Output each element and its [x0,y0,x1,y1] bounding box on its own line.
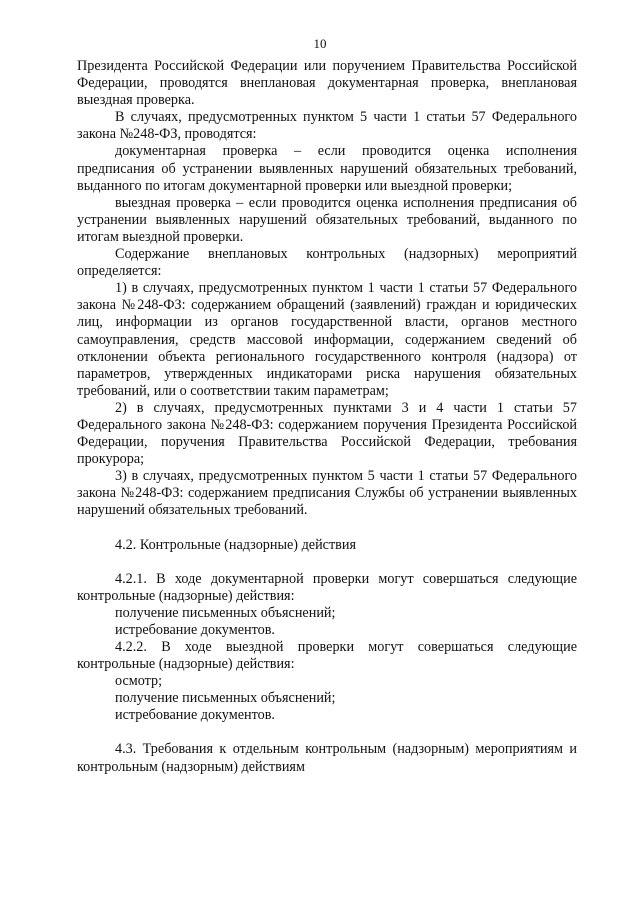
section-heading-4-3: 4.3. Требования к отдельным контрольным (надзорным) мероприятиям и контрольным (надзорным) действиям [77,741,577,775]
document-body [77,58,577,776]
paragraph-documentary-check: документарная проверка – если проводится оценка исполнения предписания об устранении выявленных нарушений обязательных требований, выданного по итогам документарной проверки или выездной проверки; [77,143,577,194]
paragraph-4-2-1: 4.2.1. В ходе документарной проверки могут совершаться следующие контрольные (надзорные) действия: [77,570,577,604]
paragraph-content-determined: Содержание внеплановых контрольных (надзорных) мероприятий определяется: [77,246,577,280]
paragraph-item-2: 2) в случаях, предусмотренных пунктами 3 и 4 части 1 статьи 57 Федерального закона №248-ФЗ: содержанием поручения Президента Российской Федерации, поручения Правительства Российской Федерации, требования прокурора; [77,399,577,468]
paragraph-cases-point5: В случаях, предусмотренных пунктом 5 части 1 статьи 57 Федерального закона №248-ФЗ, проводятся: [77,109,577,143]
list-item-written-explanations: получение письменных объяснений; [115,604,336,621]
paragraph-continuation: Президента Российской Федерации или поручением Правительства Российской Федерации, проводятся внеплановая документарная проверка, внеплановая выездная проверка. [77,58,577,109]
list-item-document-request-2: истребование документов. [115,707,275,724]
paragraph-4-2-2: 4.2.2. В ходе выездной проверки могут совершаться следующие контрольные (надзорные) действия: [77,639,577,673]
paragraph-item-1: 1) в случаях, предусмотренных пунктом 1 части 1 статьи 57 Федерального закона №248-ФЗ: содержанием обращений (заявлений) граждан и юридических лиц, информации из органов государственной власти, органов местного самоуправления, средств массовой информации, содержанием сведений об отклонении объекта регионального государственного контроля (надзора) от параметров, утвержденных индикаторами риска нарушения обязательных требований, или о соответствии таким параметрам; [77,280,577,399]
page-number: 10 [313,36,327,51]
list-item-written-explanations-2: получение письменных объяснений; [115,690,336,707]
list-item-inspection: осмотр; [115,673,163,690]
paragraph-field-check: выездная проверка – если проводится оценка исполнения предписания об устранении выявленных нарушений обязательных требований, выданного по итогам выездной проверки. [77,194,577,245]
paragraph-item-3: 3) в случаях, предусмотренных пунктом 5 части 1 статьи 57 Федерального закона №248-ФЗ: содержанием предписания Службы об устранении выявленных нарушений обязательных требований. [77,468,577,519]
section-heading-4-2: 4.2. Контрольные (надзорные) действия [115,536,356,553]
list-item-document-request: истребование документов. [115,621,275,638]
